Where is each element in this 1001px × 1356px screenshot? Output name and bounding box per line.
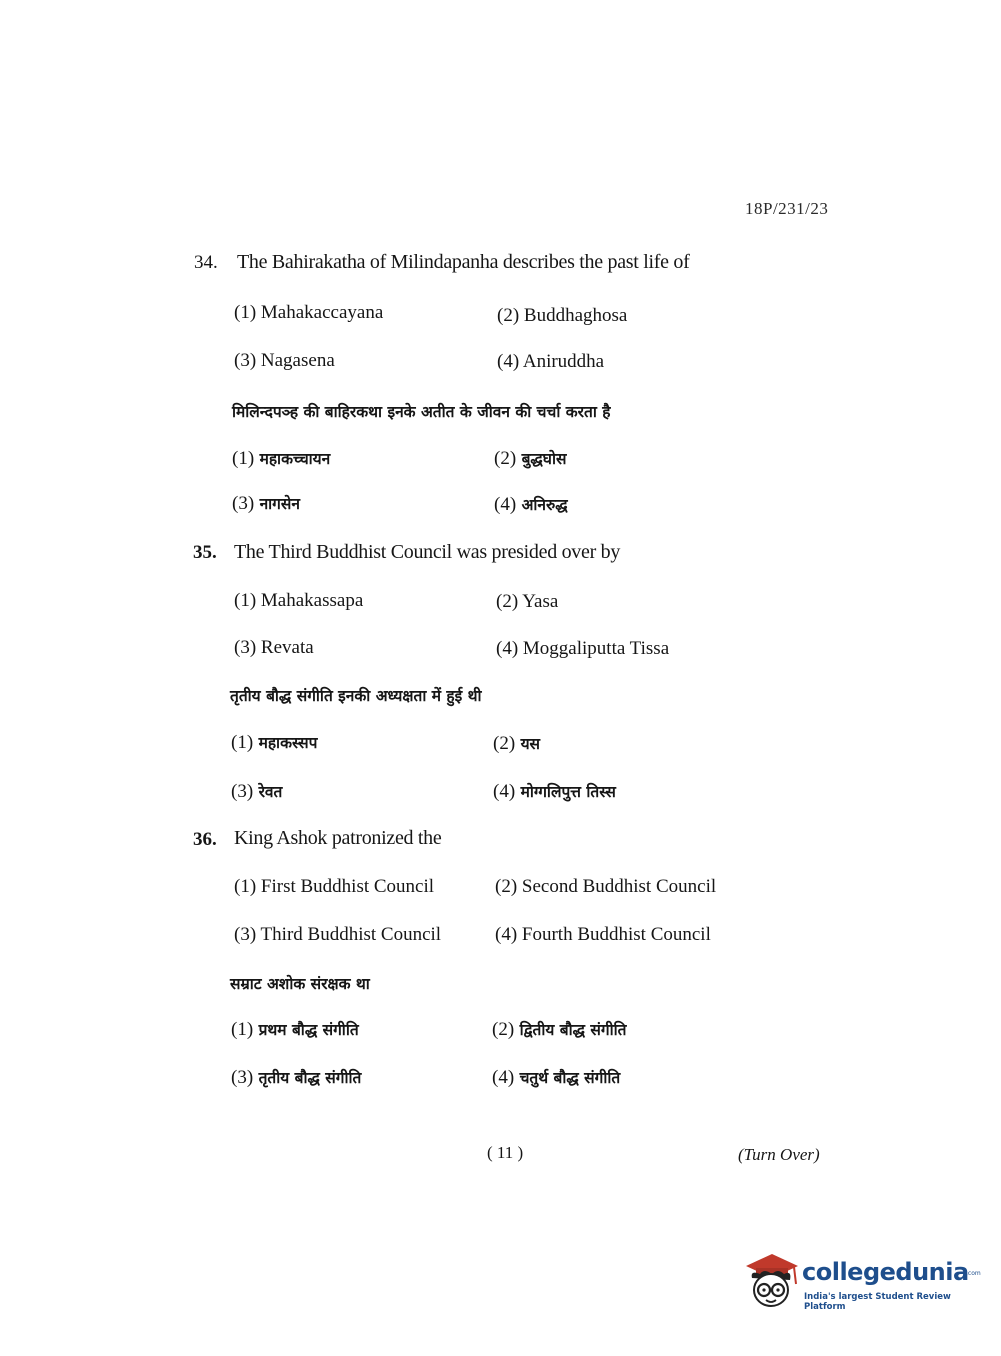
question-text-en: The Third Buddhist Council was presided over by	[234, 541, 621, 563]
option-hi: (4) चतुर्थ बौद्ध संगीति	[492, 1067, 621, 1088]
question-text-hi: सम्राट अशोक संरक्षक था	[230, 975, 370, 993]
option-en: (1) First Buddhist Council	[234, 876, 435, 897]
option-hi: (2) द्वितीय बौद्ध संगीति	[492, 1019, 627, 1040]
question-number: 35.	[193, 542, 217, 563]
option-en: (4) Moggaliputta Tissa	[496, 638, 670, 659]
question-text-en: The Bahirakatha of Milindapanha describes the past life of	[237, 251, 690, 273]
option-en: (1) Mahakaccayana	[234, 302, 384, 323]
option-hi: (1) प्रथम बौद्ध संगीति	[231, 1019, 359, 1040]
brand-tagline: India's largest Student Review Platform	[804, 1292, 951, 1312]
option-hi: (4) मोग्गलिपुत्त तिस्स	[493, 781, 616, 802]
brand-name: collegedunia	[802, 1258, 969, 1286]
option-hi: (3) तृतीय बौद्ध संगीति	[231, 1067, 362, 1088]
option-hi: (2) यस	[493, 733, 541, 754]
option-en: (2) Second Buddhist Council	[495, 876, 717, 897]
page-number: ( 11 )	[487, 1143, 524, 1162]
question-text-hi: मिलिन्दपञ्ह की बाहिरकथा इनके अतीत के जीवन की चर्चा करता है	[232, 403, 611, 421]
option-hi: (1) महाकच्चायन	[232, 448, 331, 469]
question-number: 36.	[193, 829, 217, 850]
question-number: 34.	[194, 252, 218, 273]
question-text-en: King Ashok patronized the	[234, 827, 442, 849]
option-hi: (2) बुद्धघोस	[494, 448, 567, 469]
option-hi: (3) नागसेन	[232, 493, 300, 514]
option-en: (1) Mahakassapa	[234, 590, 364, 611]
mascot-icon	[742, 1248, 800, 1314]
question-text-hi: तृतीय बौद्ध संगीति इनकी अध्यक्षता में हुई थी	[230, 687, 482, 705]
option-en: (4) Aniruddha	[497, 351, 605, 372]
option-en: (3) Third Buddhist Council	[234, 924, 442, 945]
option-en: (3) Revata	[234, 637, 314, 658]
option-hi: (3) रेवत	[231, 781, 283, 802]
brand-suffix: .com	[966, 1270, 981, 1277]
option-en: (2) Buddhaghosa	[497, 305, 628, 326]
option-en: (3) Nagasena	[234, 350, 335, 371]
turn-over-label: (Turn Over)	[738, 1145, 820, 1164]
option-hi: (1) महाकस्सप	[231, 732, 318, 753]
option-en: (4) Fourth Buddhist Council	[495, 924, 711, 945]
paper-code: 18P/231/23	[745, 199, 829, 218]
option-en: (2) Yasa	[496, 591, 559, 612]
collegedunia-logo	[742, 1248, 981, 1318]
option-hi: (4) अनिरुद्ध	[494, 494, 568, 515]
